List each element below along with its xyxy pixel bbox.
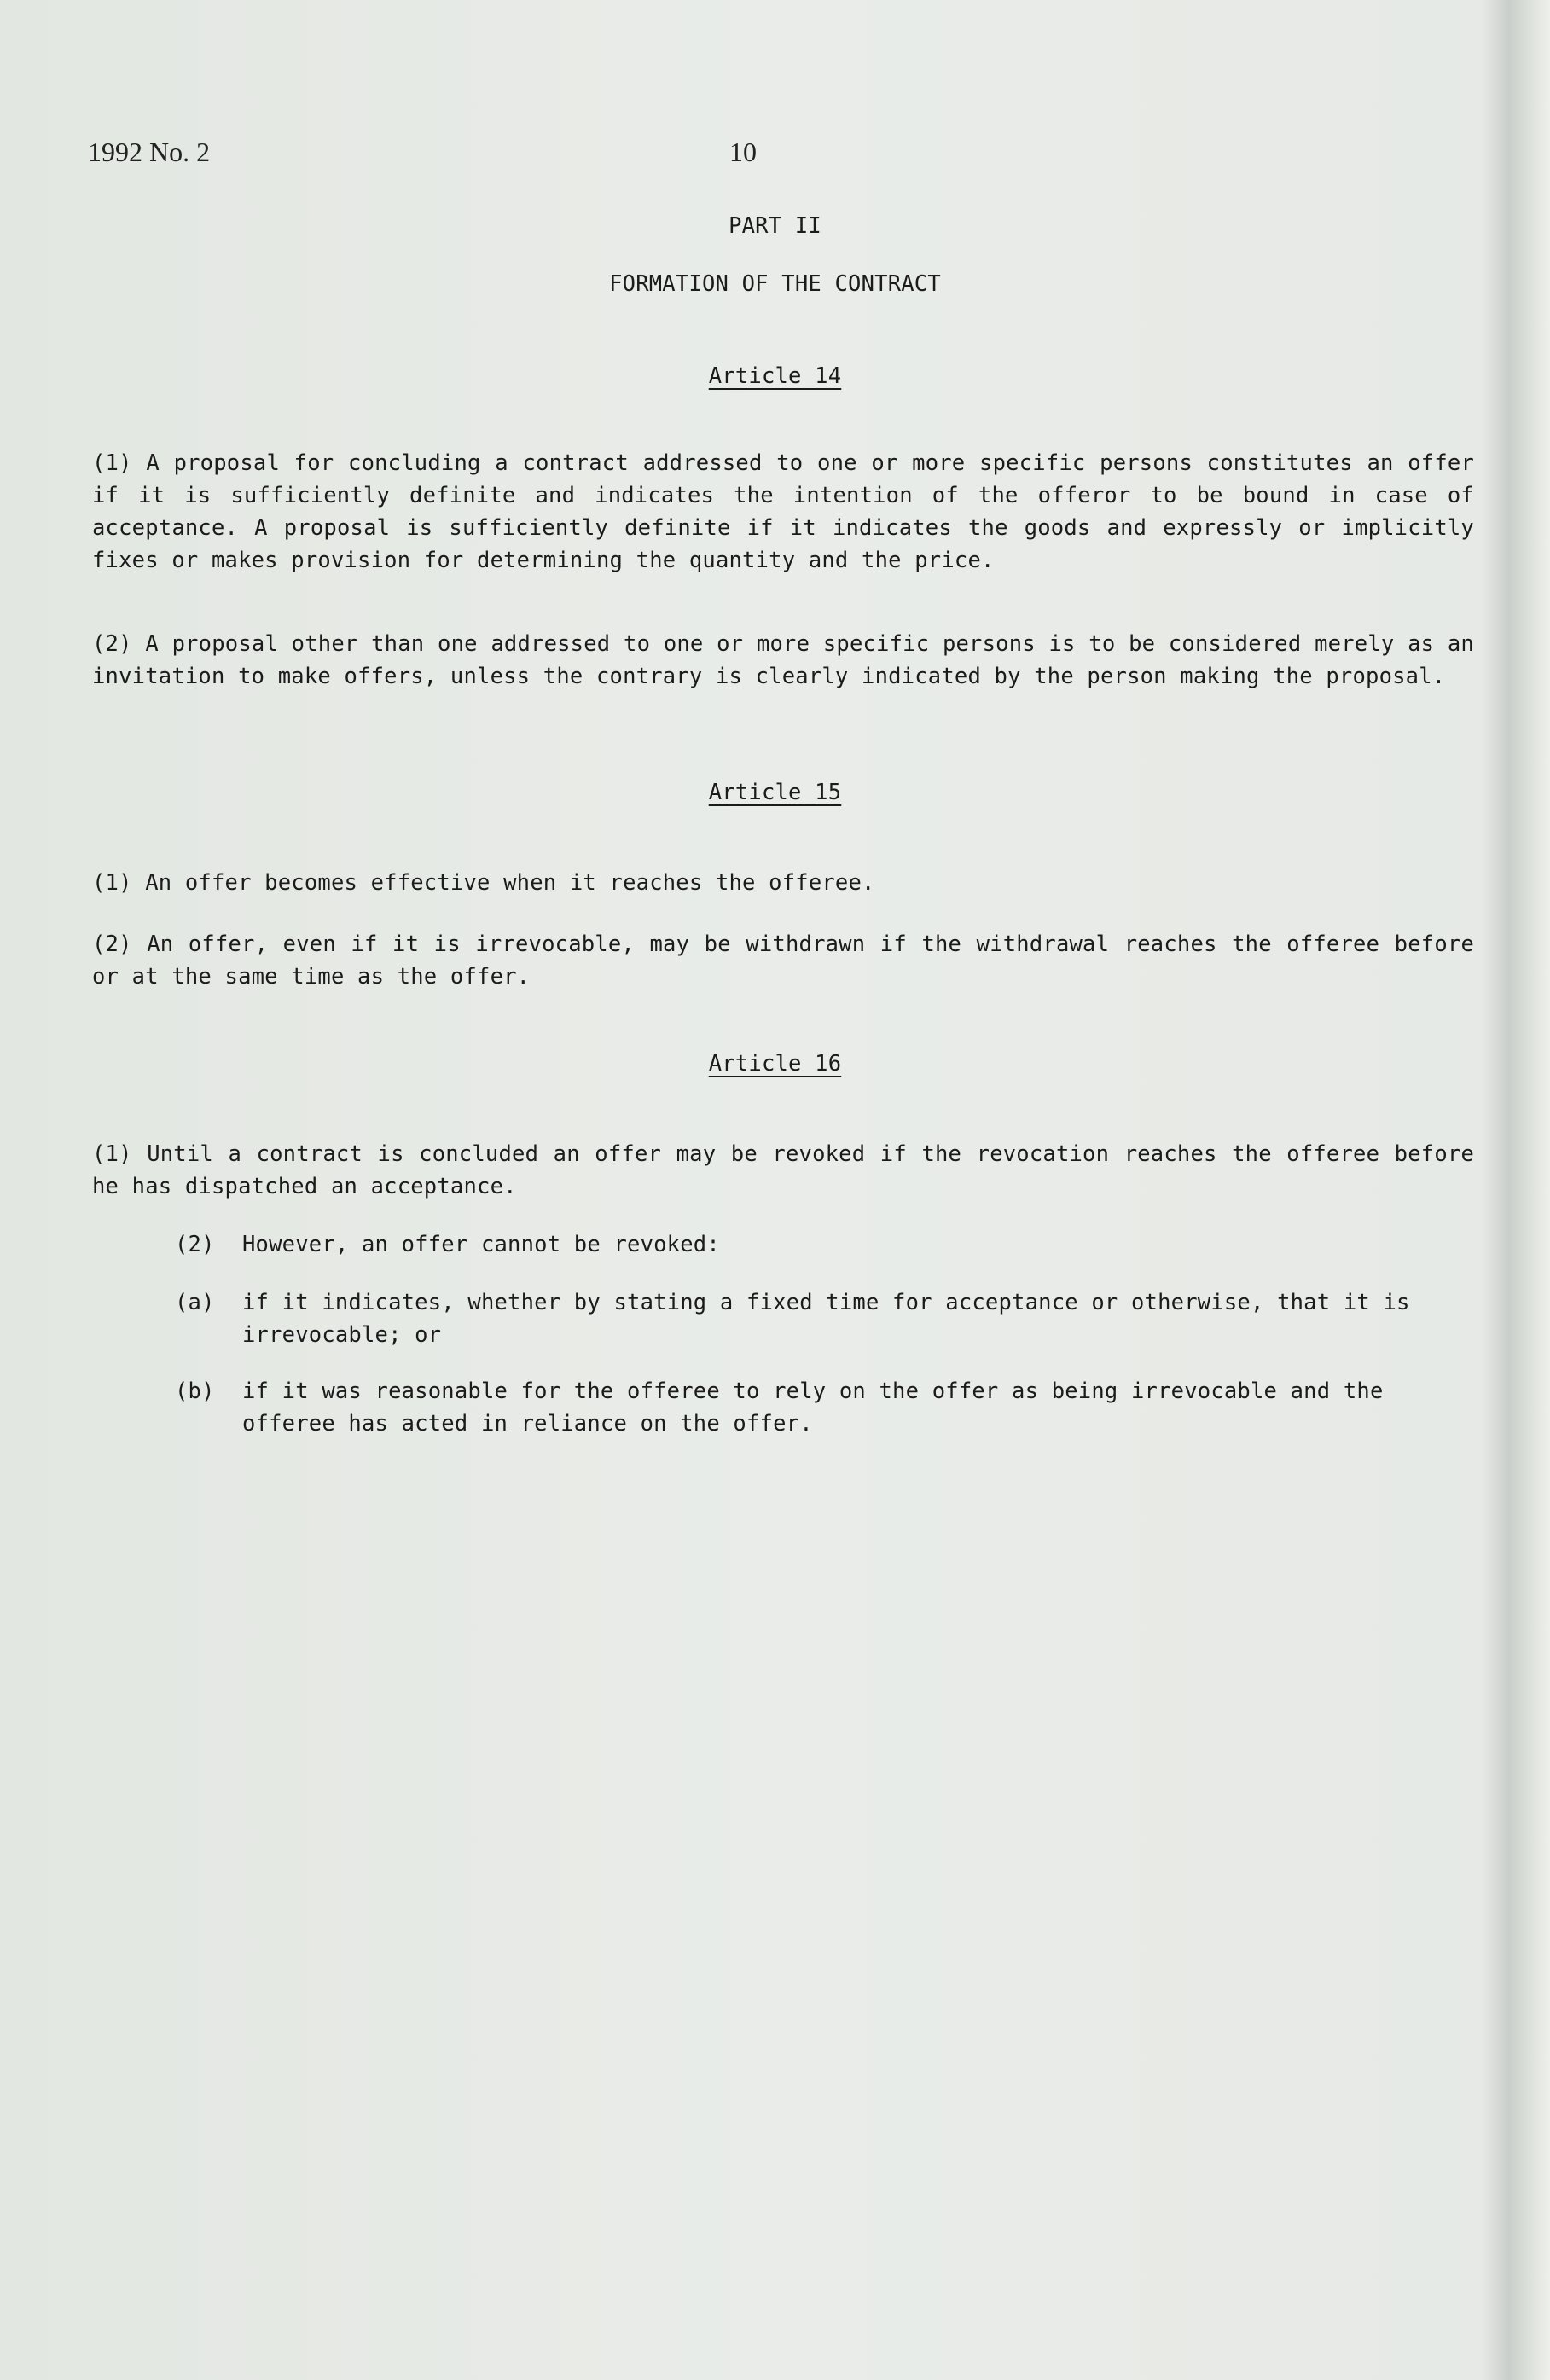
article-16-title: Article 16 [708, 1051, 842, 1077]
part-title: PART II [729, 213, 821, 239]
article-14-heading [0, 360, 1550, 392]
article-14-paragraph-2: (2) A proposal other than one addressed to one or more specific persons is to be considered merely as an invitation to make offers, unless the contrary is clearly indicated by the person making the proposal. [92, 631, 1474, 689]
item-label: (b) [175, 1379, 215, 1404]
item-text: if it indicates, whether by stating a fixed time for acceptance or otherwise, that it is irrevocable; or [242, 1290, 1410, 1348]
article-16-heading [0, 1048, 1550, 1080]
article-16-paragraph-1: (1) Until a contract is concluded an offer may be revoked if the revocation reaches the offeree before he has dispatched an acceptance. [92, 1141, 1474, 1199]
paragraph-text: However, an offer cannot be revoked: [242, 1232, 720, 1257]
article-15-paragraph-2: (2) An offer, even if it is irrevocable, may be withdrawn if the withdrawal reaches the offeree before or at the same time as the offer. [92, 932, 1474, 990]
article-14-paragraph-1: (1) A proposal for concluding a contract addressed to one or more specific persons constitutes an offer if it is sufficiently definite and indicates the intention of the offeror to be bound in case of acceptance. A proposal is sufficiently definite if it indicates the goods and expressly or implicitly fixes or makes provision for determining the quantity and the price. [92, 450, 1474, 573]
article-15-paragraph-1: (1) An offer becomes effective when it reaches the offeree. [92, 870, 875, 896]
document-reference: 1992 No. 2 [88, 136, 211, 167]
article-15-heading [0, 776, 1550, 809]
article-15-title: Article 15 [708, 780, 842, 805]
page-number: 10 [729, 136, 757, 167]
paragraph-number: (2) [175, 1232, 215, 1257]
item-text: if it was reasonable for the offeree to rely on the offer as being irrevocable and the offeree has acted in reliance on the offer. [242, 1379, 1384, 1437]
article-14-title: Article 14 [708, 363, 842, 389]
part-subtitle: FORMATION OF THE CONTRACT [609, 271, 941, 297]
page-edge-shadow [1482, 0, 1550, 2380]
item-label: (a) [175, 1290, 215, 1315]
